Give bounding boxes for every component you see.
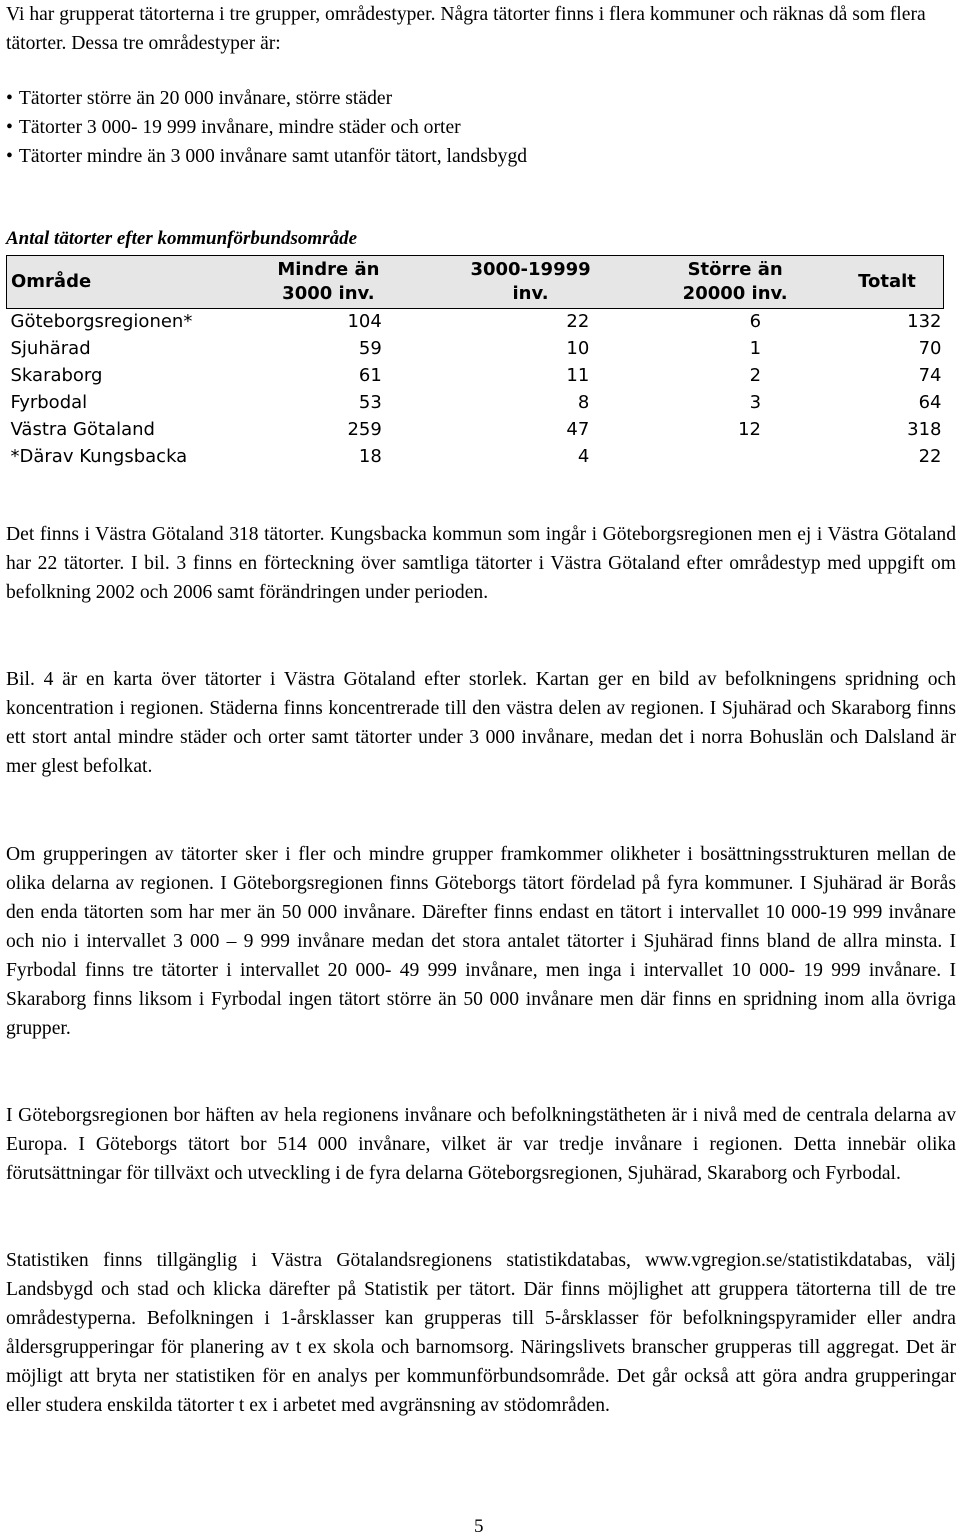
list-item: • Tätorter större än 20 000 invånare, större städer: [6, 84, 527, 113]
table-row: [7, 309, 944, 336]
cell-small: 53: [358, 391, 382, 413]
body-paragraph: Bil. 4 är en karta över tätorter i Västra Götaland efter storlek. Kartan ger en bild av befolkningens spridning och koncentration i regionen. Städerna finns koncentrerade till den västra delen av regionen. I Sjuhärad och Skaraborg finns ett stort antal mindre städer och orter samt tätorter under 3 000 invånare, medan det i norra Bohuslän och Dalsland är mer glest befolkat.: [6, 669, 956, 777]
header-small-line2: 3000 inv.: [282, 283, 375, 304]
table-row: [7, 444, 944, 471]
cell-area: Skaraborg: [10, 364, 103, 386]
table-row: [7, 417, 944, 444]
document-page: [6, 0, 956, 1416]
list-item: • Tätorter 3 000- 19 999 invånare, mindre städer och orter: [6, 113, 527, 142]
cell-total: 70: [918, 337, 942, 359]
cell-mid: 10: [566, 337, 590, 359]
cell-mid: 22: [566, 311, 590, 332]
table-container: [6, 255, 944, 470]
body-paragraph: Om grupperingen av tätorter sker i fler och mindre grupper framkommer olikheter i bosättningsstrukturen mellan de olika delarna av regionen. I Göteborgsregionen finns Göteborgs tätort fördelad på fyra kommuner. I Sjuhärad är Borås den enda tätorten som har mer än 50 000 invånare. Därefter finns endast en tätort i intervallet 10 000-19 999 invånare och nio i intervallet 3 000 – 9 999 invånare medan det stora antalet tätorter i Sjuhärad finns bland de allra minsta. I Fyrbodal finns tre tätorter i intervallet 20 000- 49 999 invånare, men inga i intervallet 10 000- 19 999 invånare. I Skaraborg finns liksom i Fyrbodal ingen tätort större än 50 000 invånare men där finns en spridning inom alla övriga grupper.: [6, 844, 956, 1039]
header-total: Totalt: [831, 256, 943, 309]
header-mid: [422, 256, 640, 309]
cell-area: *Därav Kungsbacka: [10, 445, 188, 467]
cell-large: 3: [749, 391, 762, 413]
cell-mid: 8: [577, 391, 590, 413]
cell-area: Göteborgsregionen*: [10, 311, 193, 332]
cell-large: 12: [738, 418, 762, 440]
list-item: • Tätorter mindre än 3 000 invånare samt utanför tätort, landsbygd: [6, 142, 527, 171]
body-paragraph: Det finns i Västra Götaland 318 tätorter. Kungsbacka kommun som ingår i Göteborgsregionen men ej i Västra Götaland har 22 tätorter. I bil. 3 finns en förteckning över samtliga tätorter i Västra Götaland efter områdestyp med uppgift om befolkning 2002 och 2006 samt förändringen under perioden.: [6, 524, 956, 603]
area-type-list: [6, 84, 527, 171]
cell-total: 22: [918, 445, 942, 467]
cell-small: 18: [358, 445, 382, 467]
table-row: [7, 390, 944, 417]
table-row: [7, 363, 944, 390]
cell-small: 104: [347, 311, 382, 332]
cell-total: 64: [918, 391, 942, 413]
header-area: Område: [7, 256, 236, 309]
intro-paragraph: Vi har grupperat tätorterna i tre grupper, områdestyper. Några tätorter finns i flera kommuner och räknas då som flera tätorter. Dessa tre områdestyper är:: [6, 4, 926, 54]
cell-small: 259: [347, 418, 382, 440]
cell-total: 132: [907, 311, 942, 332]
cell-area: Västra Götaland: [10, 418, 155, 440]
cell-mid: 4: [577, 445, 590, 467]
cell-mid: 11: [566, 364, 590, 386]
cell-small: 61: [358, 364, 382, 386]
header-mid-line1: 3000-19999: [470, 259, 591, 280]
header-small: [235, 256, 422, 309]
cell-large: 2: [749, 364, 762, 386]
cell-total: 318: [907, 418, 942, 440]
cell-total: 74: [918, 364, 942, 386]
header-large-line1: Större än: [687, 259, 783, 280]
table-title: Antal tätorter efter kommunförbundsområde: [6, 228, 358, 249]
cell-large: 6: [749, 311, 762, 332]
cell-large: 1: [749, 337, 762, 359]
header-small-line1: Mindre än: [277, 259, 380, 280]
cell-large: [639, 444, 831, 471]
body-paragraph: I Göteborgsregionen bor häften av hela regionens invånare och befolkningstätheten är i nivå med de centrala delarna av Europa. I Göteborgs tätort bor 514 000 invånare, vilket är var tredje invånare i regionen. Detta innebär olika förutsättningar för tillväxt och utveckling i de fyra delarna Göteborgsregionen, Sjuhärad, Skaraborg och Fyrbodal.: [6, 1105, 956, 1184]
header-mid-line2: inv.: [512, 283, 549, 304]
table-header-row: [7, 256, 944, 309]
localities-table: [6, 255, 944, 470]
body-paragraph: Statistiken finns tillgänglig i Västra Götalandsregionens statistikdatabas, www.vgregion.se/statistikdatabas, välj Landsbygd och stad och klicka därefter på Statistik per tätort. Där finns möjlighet att gruppera tätorterna till de tre områdestyperna. Befolkningen i 1-årsklasser kan grupperas till 5-årsklasser för befolkningspyramider eller andra åldersgrupperingar för planering av t ex skola och barnomsorg. Näringslivets branscher grupperas till aggregat. Det är möjligt att bryta ner statistiken för en analys per kommunförbundsområde. Det går också att göra andra grupperingar eller studera enskilda tätorter t ex i arbetet med avgränsning av stödområden.: [6, 1250, 956, 1416]
cell-area: Fyrbodal: [10, 391, 88, 413]
table-row: [7, 336, 944, 363]
header-large: [639, 256, 831, 309]
cell-mid: 47: [566, 418, 590, 440]
cell-small: 59: [358, 337, 382, 359]
header-large-line2: 20000 inv.: [682, 283, 788, 304]
cell-area: Sjuhärad: [10, 337, 91, 359]
page-number: 5: [474, 1516, 484, 1537]
